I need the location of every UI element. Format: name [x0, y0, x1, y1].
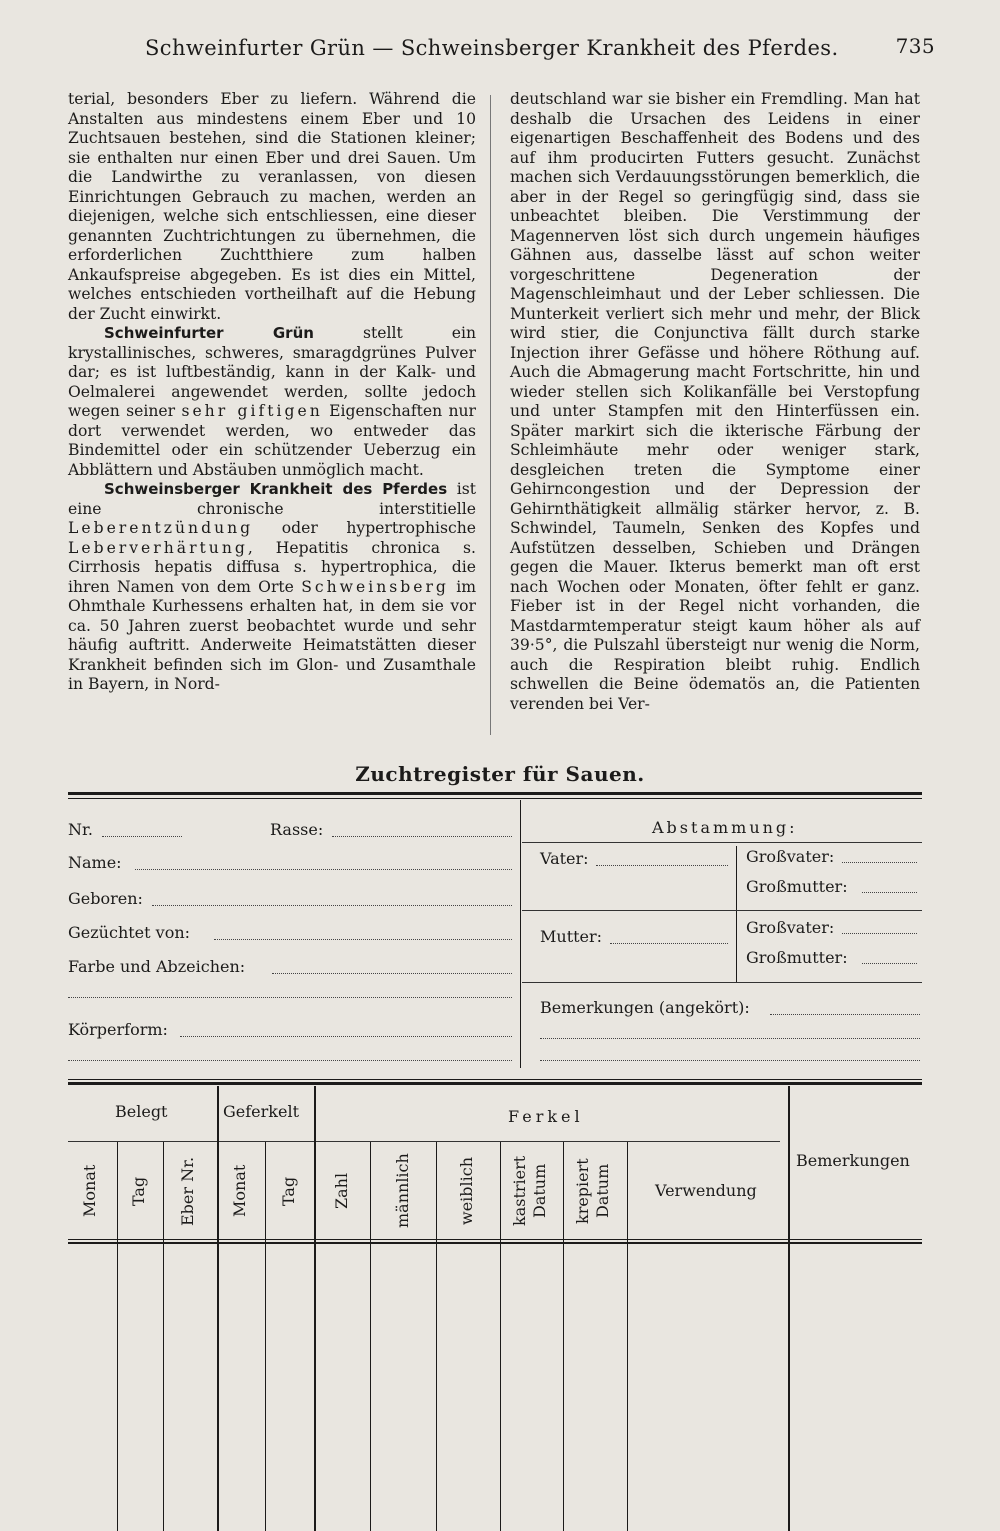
abstammung-rule: [522, 842, 922, 843]
col-kastriert-datum: kastriert Datum: [510, 1155, 549, 1227]
page-number: 735: [895, 34, 935, 58]
register-title: Zuchtregister für Sauen.: [355, 762, 645, 786]
paragraph-zuchtstationen: [68, 90, 476, 324]
field-bemerkungen-label: Bemerkungen (angekört):: [540, 998, 750, 1017]
field-koerperform-line[interactable]: [180, 1036, 512, 1037]
field-mutter-label: Mutter:: [540, 927, 603, 946]
field-farbe-line[interactable]: [272, 973, 512, 974]
col-krepiert-datum: krepiert Datum: [573, 1158, 612, 1224]
ancestry-divider: [736, 846, 737, 982]
col-bemerkungen: Bemerkungen: [796, 1151, 910, 1170]
col-verwendung: Verwendung: [655, 1181, 757, 1200]
field-nr-line[interactable]: [102, 836, 182, 837]
field-mutter-line[interactable]: [610, 943, 728, 944]
abstammung-heading: Abstammung:: [652, 818, 798, 837]
entry-text: oder hypertrophische: [253, 519, 476, 537]
col-line: [117, 1142, 118, 1531]
col-weiblich: weiblich: [457, 1156, 476, 1226]
entry-text: Eigenschaften nur dort verwendet werden, wo entweder das Bindemittel oder ein schützender Ueberzug ein Abblättern und Abstäuben unmöglich macht.: [68, 402, 477, 479]
spaced-text: Schweinsberg: [301, 577, 449, 596]
col-line: [265, 1142, 266, 1531]
field-nr-label: Nr.: [68, 820, 93, 839]
paragraph-text: terial, besonders Eber zu liefern. Während die Anstalten aus mindestens einem Eber und 10 Zuchtsauen bestehen, sind die Stationen kleiner; sie enthalten nur einen Eber und drei Sauen. Um die Landwirthe zu veranlassen, von diesen Einrichtungen Gebrauch zu machen, werden an diejenigen, welche sich entschliessen, eine dieser genannten Zuchtrichtungen zu übernehmen, die erforderlichen Zuchtthiere zum halben Ankaufspreise abgegeben. Es ist dies ein Mittel, welches entschieden vortheilhaft auf die Hebung der Zucht einwirkt.: [68, 90, 476, 323]
entry-heading: Schweinsberger Krankheit des Pferdes: [104, 480, 448, 498]
double-rule-table: [68, 1082, 922, 1085]
col-monat-2: Monat: [230, 1164, 249, 1218]
entry-text: im Ohmthale Kurhessens erhalten hat, in dem sie vor ca. 50 Jahren zuerst beobachtet wurde und sehr häufig auftritt. Anderweite Heimatstätten dieser Krankheit befinden sich im Glon- und Zusamthale in Bayern, in Nord-: [68, 577, 476, 693]
field-bemerkungen-line-3[interactable]: [540, 1060, 920, 1061]
field-bemerkungen-line-2[interactable]: [540, 1038, 920, 1039]
field-grossmutter1-line[interactable]: [862, 892, 917, 893]
field-bemerkungen-line[interactable]: [770, 1014, 920, 1015]
col-line-strong: [314, 1086, 316, 1531]
paragraph-continuation: [510, 90, 920, 714]
col-line: [370, 1142, 371, 1531]
field-farbe-label: Farbe und Abzeichen:: [68, 957, 246, 976]
field-grossvater1-line[interactable]: [842, 862, 917, 863]
ancestry-mid-rule: [522, 910, 922, 911]
field-rasse-line[interactable]: [332, 836, 512, 837]
field-vater-line[interactable]: [596, 865, 728, 866]
entry-text: ist eine chronische interstitielle: [68, 480, 476, 518]
table-header-rule: [68, 1242, 922, 1244]
field-rasse-label: Rasse:: [270, 820, 324, 839]
table-group-geferkelt: Geferkelt: [223, 1102, 299, 1121]
field-gezuechtet-line[interactable]: [214, 939, 512, 940]
entry-schweinsberger-krankheit: [68, 480, 476, 695]
running-title: Schweinfurter Grün — Schweinsberger Krankheit des Pferdes.: [145, 36, 839, 60]
field-geboren-label: Geboren:: [68, 889, 143, 908]
right-column: [510, 90, 920, 714]
entry-text: , Hepatitis chronica s. Cirrhosis hepatis diffusa s. hypertrophica, die ihren Namen von dem Orte: [68, 538, 476, 596]
entry-heading: Schweinfurter Grün: [104, 324, 314, 342]
double-rule-table-thin: [68, 1079, 922, 1080]
field-vater-label: Vater:: [540, 849, 589, 868]
table-header-rule-thin: [68, 1239, 922, 1240]
field-grossvater2-label: Großvater:: [746, 918, 835, 937]
col-line: [563, 1142, 564, 1531]
col-line: [163, 1142, 164, 1531]
col-monat-1: Monat: [80, 1164, 99, 1218]
col-line: [436, 1142, 437, 1531]
field-grossmutter2-line[interactable]: [862, 963, 917, 964]
field-koerperform-label: Körperform:: [68, 1020, 168, 1039]
col-line-strong: [217, 1086, 219, 1531]
table-group-ferkel: Ferkel: [508, 1107, 584, 1126]
running-header: [60, 30, 940, 70]
col-eber-nr: Eber Nr.: [178, 1156, 197, 1226]
field-grossmutter1-label: Großmutter:: [746, 877, 848, 896]
double-rule-top: [68, 792, 922, 795]
field-name-line[interactable]: [135, 869, 512, 870]
spaced-text: sehr giftigen: [181, 402, 323, 420]
field-grossmutter2-label: Großmutter:: [746, 948, 848, 967]
table-group-belegt: Belegt: [115, 1102, 168, 1121]
entry-text: stellt ein krystallinisches, schweres, smaragdgrünes Pulver dar; es ist luftbeständig, kann in der Kalk- und Oelmalerei angewendet werden, sollte jedoch wegen seiner: [68, 324, 476, 420]
field-koerperform-line-2[interactable]: [68, 1060, 512, 1061]
field-grossvater1-label: Großvater:: [746, 847, 835, 866]
left-column: [68, 90, 476, 695]
field-gezuechtet-label: Gezüchtet von:: [68, 923, 191, 942]
spaced-text: Leberentzündung: [68, 519, 254, 537]
col-line: [500, 1142, 501, 1531]
entry-schweinfurter-gruen: [68, 324, 476, 480]
column-divider: [490, 95, 491, 735]
field-grossvater2-line[interactable]: [842, 933, 917, 934]
col-line: [627, 1142, 628, 1531]
field-name-label: Name:: [68, 853, 122, 872]
col-line-strong: [788, 1086, 790, 1531]
spaced-text: Leberverhärtung: [68, 538, 248, 557]
col-maennlich: männlich: [393, 1153, 412, 1229]
paragraph-text: deutschland war sie bisher ein Fremdling. Man hat deshalb die Ursachen des Leidens in einer eigenartigen Beschaffenheit des Bodens und des auf ihm producirten Futters gesucht. Zunächst machen sich Verdauungsstörungen bemerklich, die aber in der Regel so geringfügig sind, dass sie unbeachtet bleiben. Die Verstimmung der Magennerven löst sich durch ungemein häufiges Gähnen aus, dasselbe lässt auf schon weiter vorgeschrittene Degeneration der Magenschleimhaut und der Leber schliessen. Die Munterkeit verliert sich mehr und mehr, der Blick wird stier, die Conjunctiva fällt durch starke Injection ihrer Gefässe und höhere Röthung auf. Auch die Abmagerung macht Fortschritte, hin und wieder stellen sich Kolikanfälle bei Verstopfung und unter Stampfen mit den Hinterfüssen ein. Später markirt sich die ikterische Färbung der Schleimhäute mehr oder weniger stark, desgleichen treten die Symptome einer Gehirncongestion und der Depression der Gehirnthätigkeit allmälig stärker hervor, z. B. Schwindel, Taumeln, Senken des Kopfes und Aufstützen desselben, Schieben und Drängen gegen die Mauer. Ikterus bemerkt man oft erst nach Wochen oder Monaten, öfter fehlt er ganz. Fieber ist in der Regel nicht vorhanden, die Mastdarmtemperatur steigt kaum höher als auf 39·5°, die Pulszahl übersteigt nur wenig die Norm, auch die Respiration bleibt ruhig. Endlich schwellen die Beine ödematös an, die Patienten verenden bei Ver-: [510, 90, 920, 713]
field-farbe-line-2[interactable]: [68, 997, 512, 998]
col-tag-2: Tag: [279, 1176, 298, 1206]
field-geboren-line[interactable]: [152, 905, 512, 906]
col-tag-1: Tag: [129, 1176, 148, 1206]
form-divider: [520, 800, 521, 1068]
col-zahl: Zahl: [332, 1172, 351, 1210]
double-rule-top-thin: [68, 798, 922, 799]
bemerkungen-rule: [522, 982, 922, 983]
table-subheader-rule: [68, 1141, 780, 1142]
